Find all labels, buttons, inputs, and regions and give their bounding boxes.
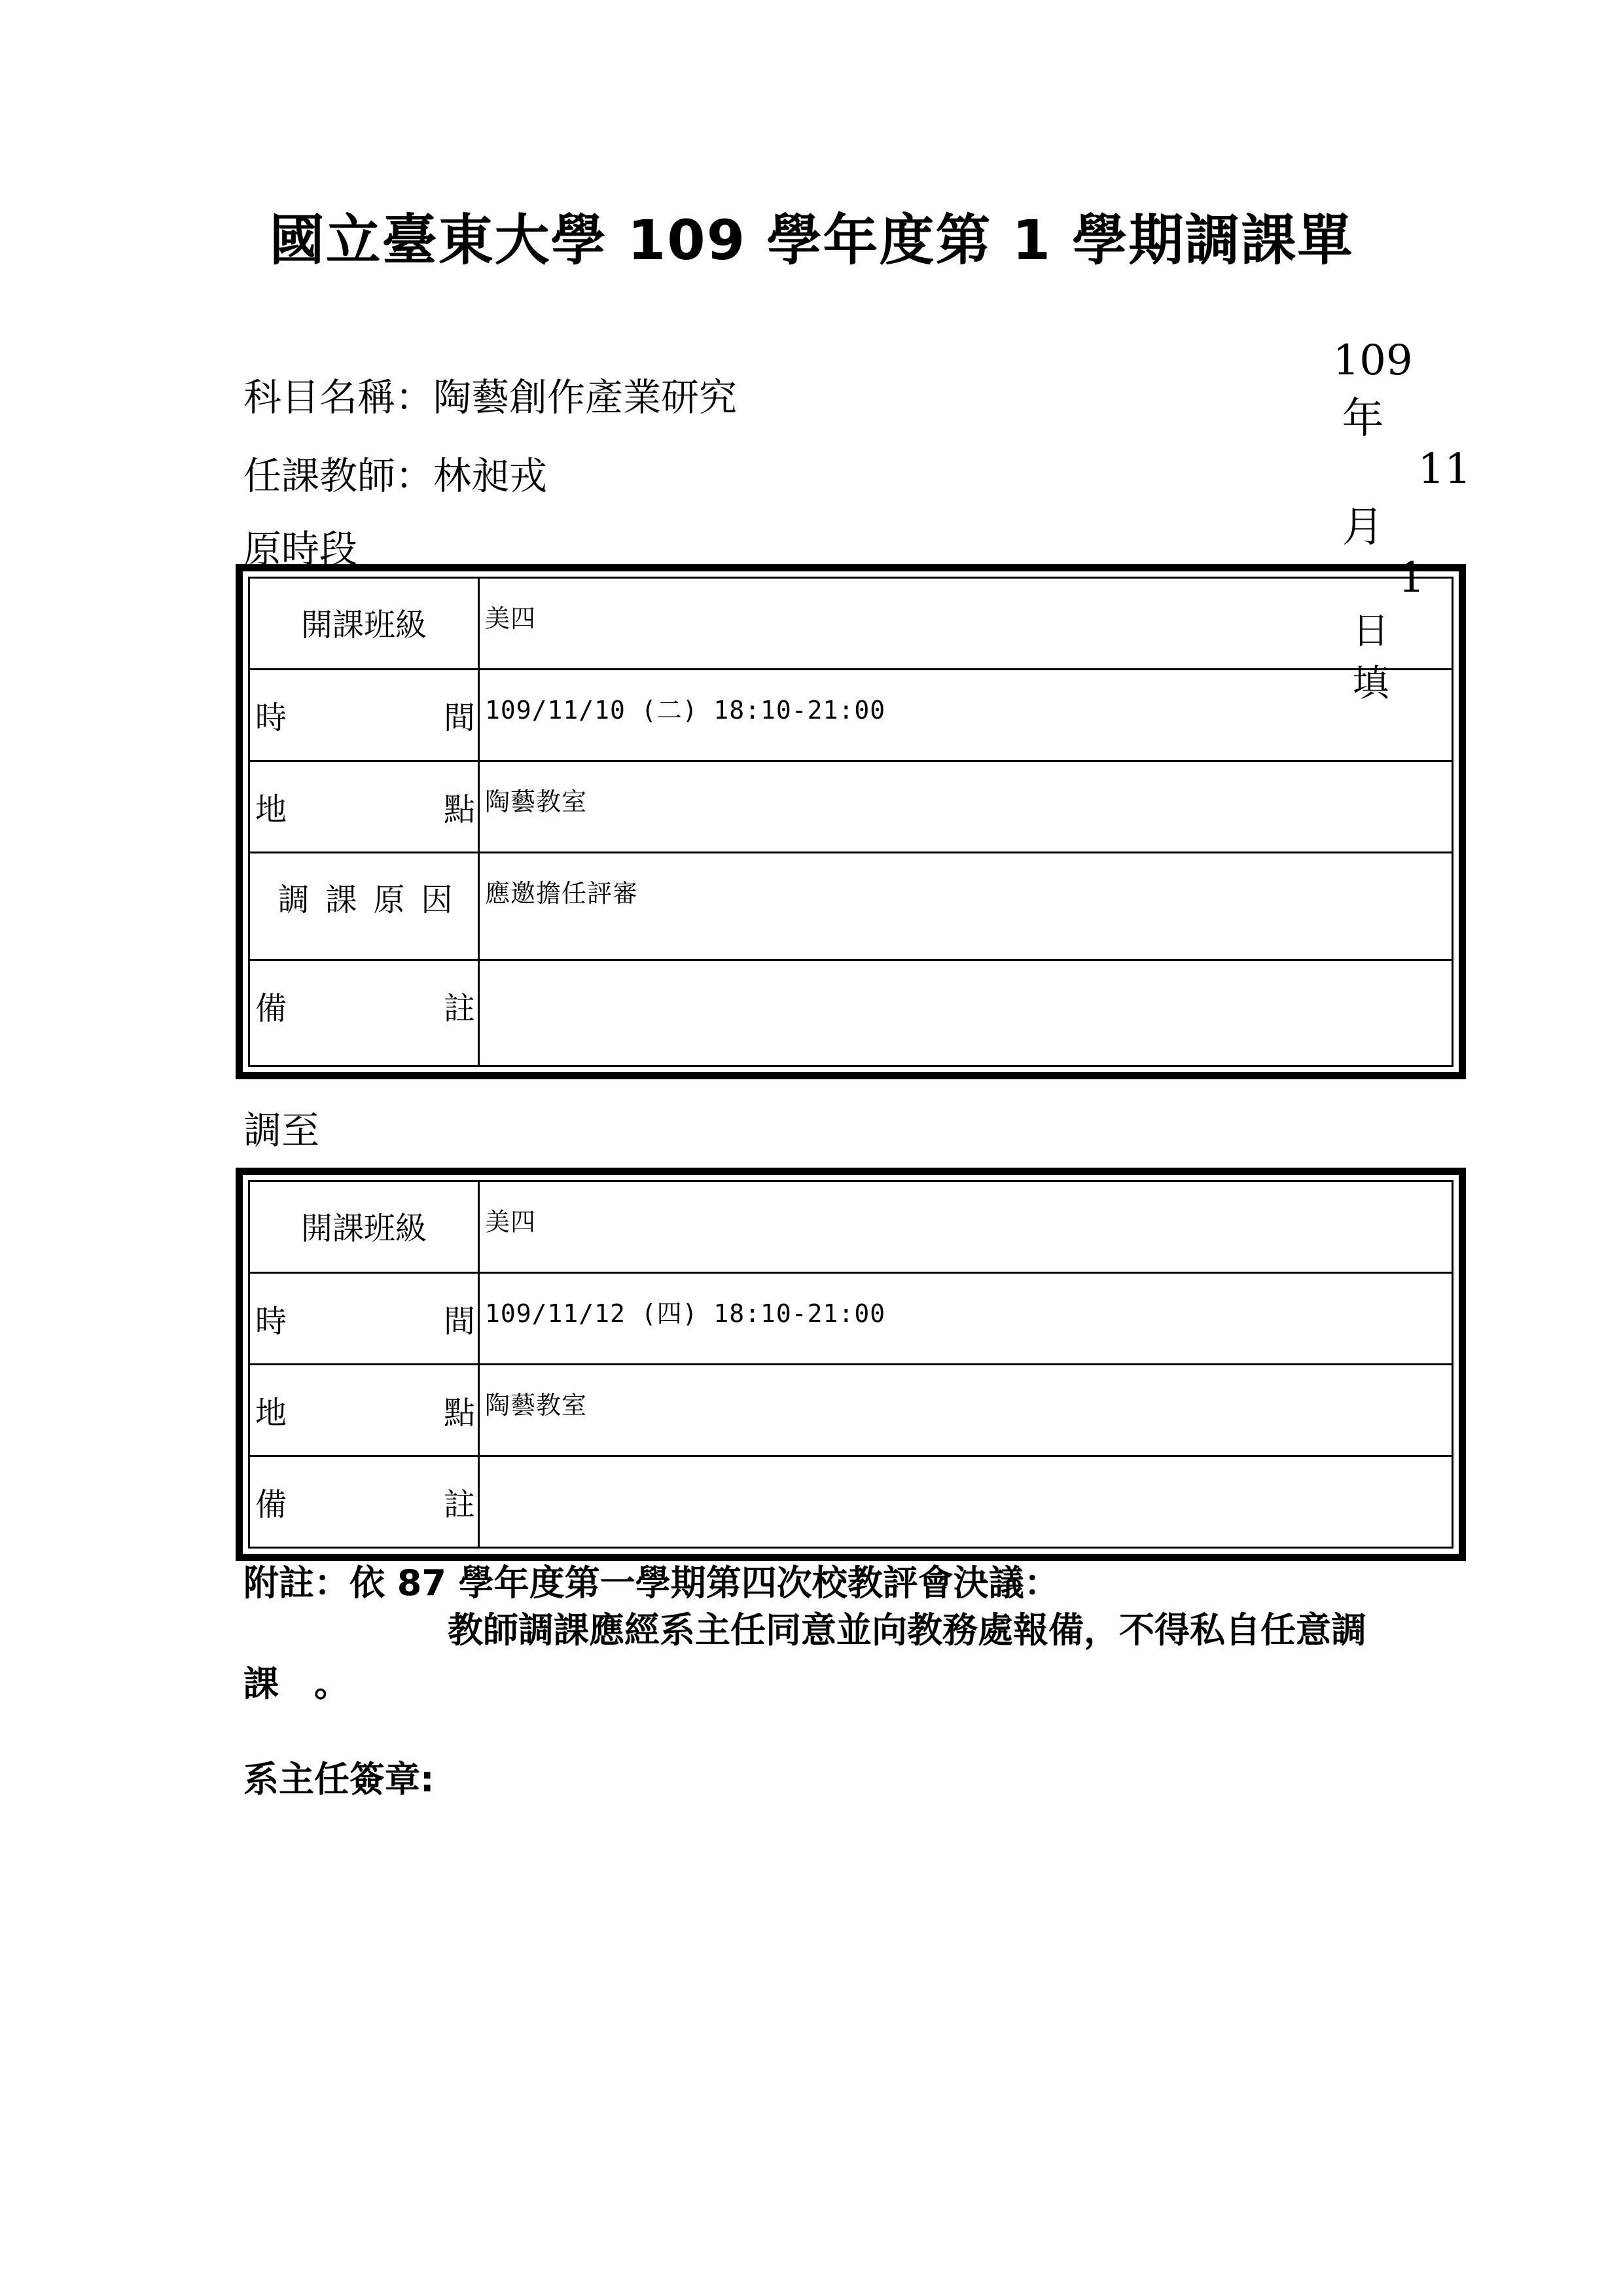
date-year-label: 年 [1342,395,1384,443]
remark-label-b: 註 [443,990,475,1027]
reason-value: 應邀擔任評審 [479,853,1453,960]
table-row [249,1181,1453,1273]
date-year: 109 [1332,336,1413,385]
class-label: 開課班級 [300,607,427,643]
subject-name: 科目名稱：陶藝創作產業研究 [243,375,738,420]
time-label-a: 時 [255,700,287,736]
time-label-b: 間 [443,700,475,736]
remark-value [479,1456,1453,1548]
reason-label-char: 調 [277,882,310,918]
note-line-2: 教師調課應經系主任同意並向教務處報備，不得私自任意調 [448,1609,1366,1651]
table-row [249,1365,1453,1456]
class-value: 美四 [479,578,1453,670]
reason-label-char: 課 [325,882,357,918]
remark-label-a: 備 [255,1486,287,1523]
table-row [249,853,1453,960]
remark-label-a: 備 [255,990,287,1027]
place-label-a: 地 [255,791,287,828]
class-label: 開課班級 [300,1210,427,1247]
time-value: 109/11/10 (二) 18:10-21:00 [479,670,1453,761]
date-day-label: 日 [1352,610,1389,653]
time-label-a: 時 [255,1303,287,1340]
signature-label: 系主任簽章: [243,1759,435,1800]
note-line-1: 附註：依 87 學年度第一學期第四次校教評會決議： [243,1562,1060,1604]
original-schedule-table [236,564,1466,1079]
reason-label-char: 因 [421,882,453,918]
document-title: 國立臺東大學 109 學年度第 1 學期調課單 [269,208,1354,272]
original-section-label: 原時段 [243,527,358,571]
table-row [249,670,1453,761]
table-row [249,578,1453,670]
table-row [249,1273,1453,1365]
date-month: 11 [1418,445,1471,493]
adjusted-schedule-table [236,1168,1466,1561]
place-value: 陶藝教室 [479,761,1453,853]
class-value: 美四 [479,1181,1453,1273]
date-day: 1 [1398,554,1425,602]
note-line-3: 課 。 [243,1663,349,1704]
place-label-b: 點 [443,1395,475,1431]
time-label-b: 間 [443,1303,475,1340]
place-value: 陶藝教室 [479,1365,1453,1456]
table-row [249,761,1453,853]
remark-label-b: 註 [443,1486,475,1523]
table-row [249,960,1453,1066]
date-month-label: 月 [1342,503,1384,552]
reason-label-char: 原 [373,882,405,918]
place-label-b: 點 [443,791,475,828]
table-row [249,1456,1453,1548]
teacher-name: 任課教師：林昶戎 [243,454,548,498]
time-value: 109/11/12 (四) 18:10-21:00 [479,1273,1453,1365]
place-label-a: 地 [255,1395,287,1431]
date-fill-label: 填 [1352,662,1389,705]
remark-value [479,960,1453,1066]
adjusted-section-label: 調至 [243,1108,320,1153]
